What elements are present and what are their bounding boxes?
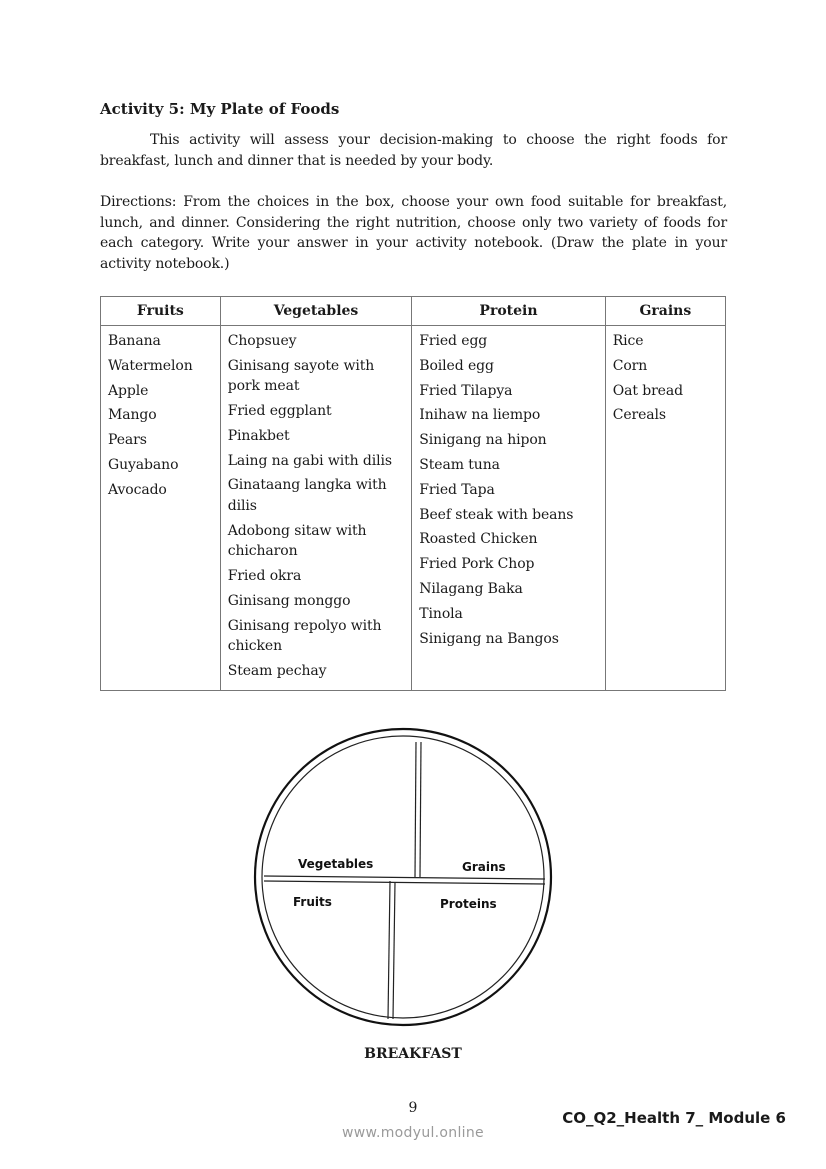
divider-top-vertical-inner: [420, 742, 421, 877]
food-item: Pears: [108, 432, 147, 449]
directions-paragraph: Directions: From the choices in the box, choose your own food suitable for breakfast, lunch, and dinner. Considering the right nutrition, choose only two variety of foods for each category. Write your answer in your activity notebook. (Draw the plate in your activity notebook.): [100, 194, 727, 272]
food-item: Mango: [108, 407, 157, 424]
food-item: Rice: [612, 333, 644, 349]
food-item: Avocado: [108, 481, 167, 498]
food-item: Nilagang Baka: [419, 580, 523, 597]
food-item: Ginisang repolyo with chicken: [227, 617, 382, 655]
divider-bottom-vertical-inner: [393, 882, 395, 1019]
food-item: Beef steak with beans: [419, 506, 574, 523]
table-row: [101, 326, 726, 691]
food-item: Steam tuna: [419, 456, 500, 473]
fruits-cell: [101, 326, 221, 691]
intro-paragraph: This activity will assess your decision-making to choose the right foods for breakfast, lunch and dinner that is needed by your body.: [100, 132, 727, 169]
food-item: Cereals: [612, 407, 666, 424]
food-item: Laing na gabi with dilis: [227, 452, 393, 469]
food-item: Fried Tapa: [419, 481, 495, 498]
plate-section-grains: Grains: [462, 860, 506, 874]
food-item: Fried egg: [419, 333, 488, 349]
header-protein: Protein: [412, 297, 605, 326]
food-item: Roasted Chicken: [419, 531, 538, 548]
page-number: 9: [408, 1100, 418, 1116]
plate-section-fruits: Fruits: [293, 895, 332, 909]
divider-horizontal-inner: [264, 881, 545, 884]
food-item: Tinola: [419, 605, 463, 622]
food-item: Ginisang sayote with pork meat: [227, 357, 375, 395]
food-choices-table: [100, 296, 726, 691]
food-item: Fried eggplant: [227, 403, 332, 420]
plate-section-proteins: Proteins: [440, 897, 497, 911]
divider-horizontal: [264, 876, 545, 879]
food-item: Fried okra: [227, 568, 302, 585]
food-item: Pinakbet: [227, 427, 290, 444]
header-fruits: Fruits: [101, 297, 221, 326]
watermark: www.modyul.online: [342, 1125, 484, 1141]
food-item: Steam pechay: [227, 662, 327, 679]
food-item: Boiled egg: [419, 357, 494, 374]
food-item: Inihaw na liempo: [419, 407, 541, 424]
header-vegetables: Vegetables: [220, 297, 412, 326]
divider-top-vertical: [415, 742, 416, 877]
protein-cell: [412, 326, 605, 691]
food-item: Guyabano: [108, 456, 179, 473]
plate-section-vegetables: Vegetables: [298, 857, 374, 871]
food-item: Fried Tilapya: [419, 382, 513, 399]
food-item: Apple: [108, 382, 149, 399]
food-item: Adobong sitaw with chicharon: [227, 522, 367, 560]
food-item: Sinigang na hipon: [419, 432, 547, 449]
plate-diagram: [250, 725, 570, 1040]
food-item: Chopsuey: [227, 333, 297, 349]
food-item: Sinigang na Bangos: [419, 630, 559, 647]
plate-drawing: [250, 725, 570, 1040]
food-item: Oat bread: [612, 382, 683, 399]
table-header-row: [101, 297, 726, 326]
divider-bottom-vertical: [388, 881, 390, 1019]
food-item: Corn: [612, 357, 648, 374]
activity-title: Activity 5: My Plate of Foods: [100, 100, 340, 118]
module-code: CO_Q2_Health 7_ Module 6: [562, 1109, 786, 1127]
food-item: Ginisang monggo: [227, 592, 351, 609]
food-item: Watermelon: [108, 357, 193, 374]
food-item: Fried Pork Chop: [419, 556, 535, 573]
food-item: Ginataang langka with dilis: [227, 477, 387, 514]
vegetables-cell: [220, 326, 412, 691]
food-item: Banana: [108, 333, 161, 349]
header-grains: Grains: [605, 297, 725, 326]
plate-caption: BREAKFAST: [364, 1046, 462, 1062]
grains-cell: [605, 326, 725, 691]
